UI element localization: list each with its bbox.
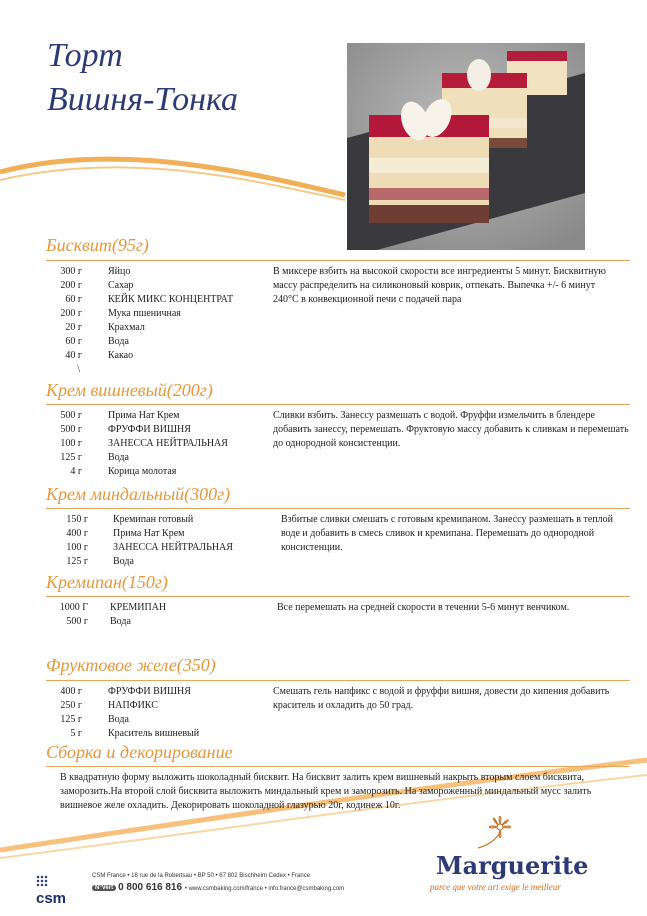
ingredient-name: ФРУФФИ ВИШНЯ [108, 686, 191, 697]
marguerite-logo: Marguerite [436, 851, 589, 880]
csm-logo-text: csm [36, 890, 67, 907]
section-title-cremipan: Кремипан(150г) [46, 572, 168, 592]
ingredient-name: Краситель вишневый [108, 728, 200, 739]
ingredient-name: НАПФИКС [108, 700, 158, 711]
section-description: Сливки взбить. Занессу размешать с водой. Фруффи измельчить в блендере добавить занессу, перемешать. Фруктовую массу добавить к сливкам и перемешать до однородной консистенции. [273, 410, 629, 449]
section-title-biscuit: Бисквит(95г) [46, 235, 149, 255]
ingredient-qty: 5 г [70, 728, 82, 739]
ingredient-name: Кремипан готовый [113, 514, 194, 525]
ingredient-qty-list [40, 265, 82, 377]
section-title-almond-cream: Крем миндальный(300г) [46, 484, 231, 504]
ingredient-qty: 125 г [60, 452, 82, 463]
title-line-1: Торт [47, 37, 123, 74]
section-divider [46, 260, 630, 261]
ingredient-qty: 500 г [66, 616, 88, 627]
ingredient-name: Вода [110, 616, 131, 627]
ingredient-name: Какао [108, 350, 134, 361]
ingredient-qty: 100 г [60, 438, 82, 449]
ingredient-qty: 4 г [70, 466, 82, 477]
section-divider [46, 508, 630, 509]
marguerite-flower-icon [470, 812, 530, 852]
ingredient-qty: 125 г [66, 556, 88, 567]
ingredient-name-list [108, 409, 228, 479]
ingredient-qty: 300 г [60, 266, 82, 277]
ingredient-name: ЗАНЕССА НЕЙТРАЛЬНАЯ [108, 438, 228, 449]
ingredient-qty: 20 г [65, 322, 82, 333]
footer-web[interactable]: • www.csmbaking.com/france • info.france@csmbaking.com [184, 886, 345, 892]
ingredient-qty: 200 г [60, 308, 82, 319]
ingredient-qty-list [40, 409, 82, 479]
ingredient-name-list [110, 601, 166, 629]
ingredient-name: КЕЙК МИКС КОНЦЕНТРАТ [108, 294, 234, 305]
ingredient-qty-list [40, 685, 82, 741]
footer-address: CSM France • 18 rue de la Robertsau • BP 50 • 67 802 Bischheim Cedex • France [92, 873, 311, 879]
ingredient-qty: 500 г [60, 410, 82, 421]
ingredient-name: Вода [113, 556, 134, 567]
ingredient-qty: 200 г [60, 280, 82, 291]
section-divider [46, 766, 630, 767]
ingredient-name: Корица молотая [108, 466, 177, 477]
ingredient-qty-list [46, 513, 88, 569]
ingredient-name-list [108, 685, 199, 741]
ingredient-name: КРЕМИПАН [110, 602, 167, 613]
ingredient-qty: \ [77, 364, 80, 375]
ingredient-qty: 40 г [65, 350, 82, 361]
section-description: Смешать гель напфикс с водой и фруффи вишня, довести до кипения добавить краситель и охладить до 50 град. [273, 686, 610, 711]
footer-phone-line [92, 882, 344, 893]
ingredient-name: Крахмал [108, 322, 145, 333]
section-title-cherry-cream: Крем вишневый(200г) [46, 380, 213, 400]
section-description: Все перемешать на средней скорости в течении 5-6 минут венчиком. [277, 602, 570, 613]
ingredient-name: Прима Нат Крем [113, 528, 185, 539]
ingredient-name: Сахар [108, 280, 134, 291]
ingredient-name: Вода [108, 336, 129, 347]
title-line-2: Вишня-Тонка [47, 81, 239, 118]
ingredient-qty: 250 г [60, 700, 82, 711]
section-divider [46, 404, 630, 405]
ingredient-qty: 1000 Г [59, 602, 88, 613]
ingredient-name-list [113, 513, 233, 569]
ingredient-qty: 125 г [60, 714, 82, 725]
ingredient-qty-list [46, 601, 88, 629]
ingredient-qty: 400 г [60, 686, 82, 697]
ingredient-qty: 400 г [66, 528, 88, 539]
csm-dots-icon [36, 875, 48, 887]
ingredient-name: Прима Нат Крем [108, 410, 180, 421]
cake-photo [347, 43, 585, 250]
section-title-fruit-jelly: Фруктовое желе(350) [46, 655, 216, 675]
n-vert-badge: N°Vert [92, 885, 116, 891]
ingredient-name: Вода [108, 714, 129, 725]
ingredient-qty: 60 г [65, 336, 82, 347]
ingredient-name: ФРУФФИ ВИШНЯ [108, 424, 191, 435]
ingredient-name: Мука пшеничная [108, 308, 181, 319]
ingredient-qty: 500 г [60, 424, 82, 435]
footer-phone: 0 800 616 816 [118, 882, 183, 893]
section-description: В миксере взбить на высокой скорости все ингредиенты 5 минут. Бисквитную массу распределить на силиконовый коврик, отпекать. Выпечка +/- 6 минут 240°С в конвекционной печи с подачей пара [273, 266, 606, 305]
section-divider [46, 680, 630, 681]
ingredient-qty: 100 г [66, 542, 88, 553]
ingredient-name: Яйцо [108, 266, 131, 277]
marguerite-tagline: parce que votre art exige le meilleur [430, 882, 561, 892]
section-divider [46, 596, 630, 597]
ingredient-name: Вода [108, 452, 129, 463]
csm-logo [36, 873, 66, 907]
section-description: Взбитые сливки смешать с готовым кремипаном. Занессу размешать в теплой воде и добавить в смесь сливок и кремипана. Перемешать до однородной консистенции. [281, 514, 614, 553]
page-title [47, 34, 238, 122]
section-title-assembly: Сборка и декорирование [46, 742, 233, 762]
assembly-text: В квадратную форму выложить шоколадный бисквит. На бисквит залить крем вишневый накрыть вторым слоем бисквита, заморозить.На второй слой бисквита выложить миндальный крем и заморозить. На замороженный миндальный мусс залить вишневое желе охладить. Декорировать шоколадной глазурью 20г, кодинеж 10г. [60, 772, 592, 811]
ingredient-qty: 150 г [66, 514, 88, 525]
ingredient-qty: 60 г [65, 294, 82, 305]
ingredient-name: ЗАНЕССА НЕЙТРАЛЬНАЯ [113, 542, 233, 553]
ingredient-name-list [108, 265, 233, 363]
